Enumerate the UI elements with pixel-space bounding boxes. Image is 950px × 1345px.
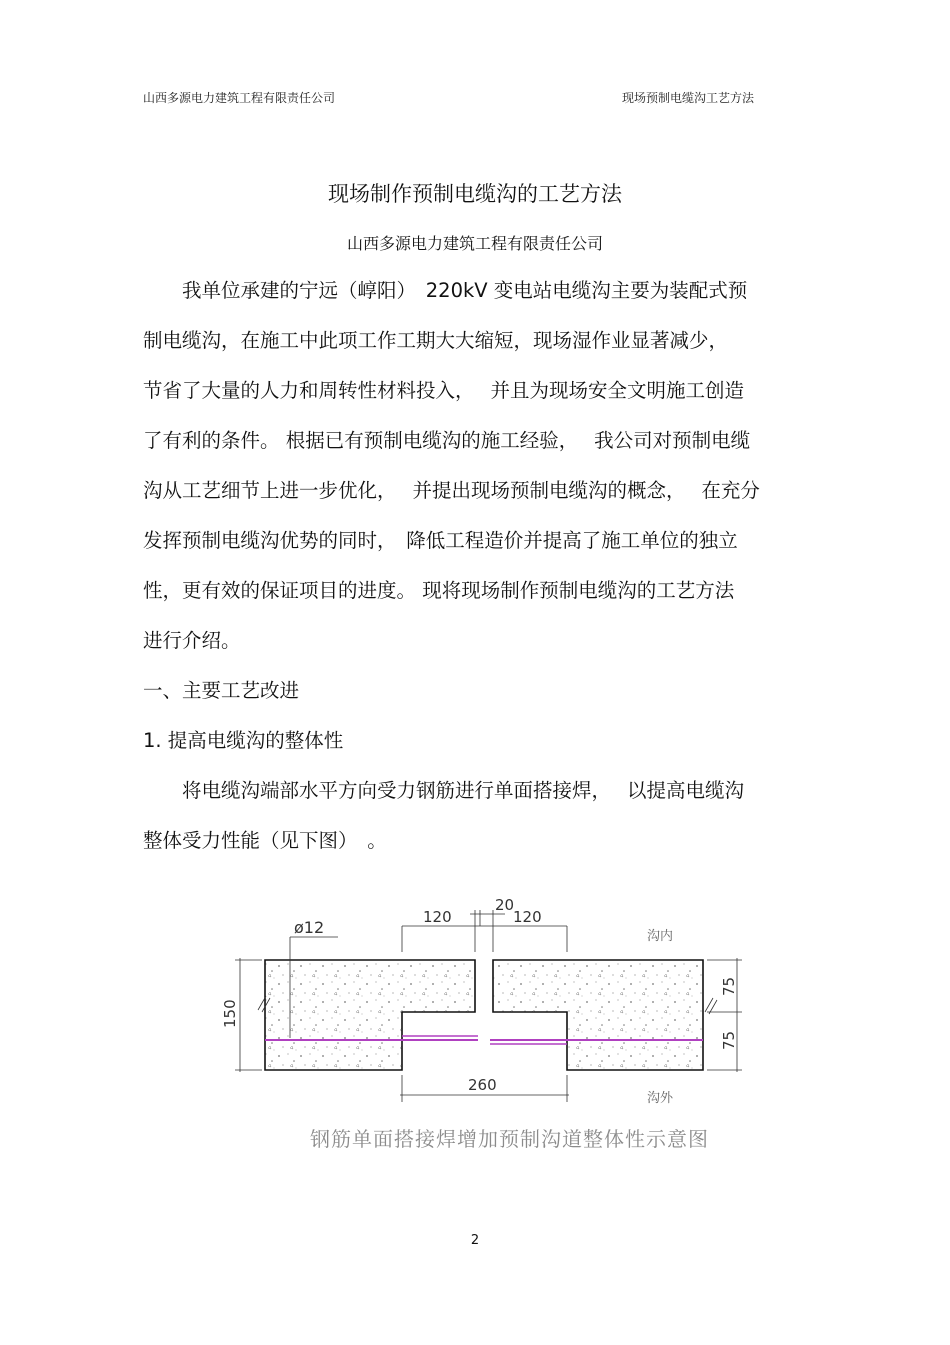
dim-height-150: 150 xyxy=(221,999,239,1028)
figure-caption: 钢筋单面搭接焊增加预制沟道整体性示意图 xyxy=(310,1127,709,1151)
right-panel xyxy=(493,960,703,1070)
text-line: 了有利的条件。 根据已有预制电缆沟的施工经验， 我公司对预制电缆 xyxy=(143,429,751,452)
trench-joint-diagram xyxy=(210,890,770,1180)
text-line: 发挥预制电缆沟优势的同时， 降低工程造价并提高了施工单位的独立 xyxy=(143,529,738,552)
dim-bottom-75: 75 xyxy=(720,1030,738,1050)
text-line: 我单位承建的宁远（崞阳） 220kV 变电站电缆沟主要为装配式预 xyxy=(143,279,748,302)
document-title: 现场制作预制电缆沟的工艺方法 xyxy=(328,182,622,206)
dim-left-120: 120 xyxy=(423,908,452,926)
header-company: 山西多源电力建筑工程有限责任公司 xyxy=(143,91,336,105)
label-inside: 沟内 xyxy=(647,929,674,944)
text-line: 整体受力性能（见下图） 。 xyxy=(143,829,387,852)
dim-right-120: 120 xyxy=(513,908,542,926)
dim-bottom-260: 260 xyxy=(468,1076,497,1094)
text-line: 进行介绍。 xyxy=(143,629,241,652)
page-number: 2 xyxy=(470,1233,480,1248)
intro-paragraph xyxy=(143,266,813,666)
document-subtitle: 山西多源电力建筑工程有限责任公司 xyxy=(346,234,603,253)
text-line: 沟从工艺细节上进一步优化， 并提出现场预制电缆沟的概念， 在充分 xyxy=(143,479,760,502)
text-line: 性，更有效的保证项目的进度。 现将现场制作预制电缆沟的工艺方法 xyxy=(143,579,735,602)
text-line: 将电缆沟端部水平方向受力钢筋进行单面搭接焊， 以提高电缆沟 xyxy=(143,779,744,802)
subsection-heading: 1. 提高电缆沟的整体性 xyxy=(143,729,344,752)
text-line: 节省了大量的人力和周转性材料投入， 并且为现场安全文明施工创造 xyxy=(143,379,744,402)
label-outside: 沟外 xyxy=(647,1091,674,1106)
dim-top-75: 75 xyxy=(720,976,738,996)
header-doc-title: 现场预制电缆沟工艺方法 xyxy=(622,91,755,105)
section-heading: 一、主要工艺改进 xyxy=(143,679,300,702)
left-panel xyxy=(265,960,475,1070)
dim-rebar-label: ø12 xyxy=(294,918,325,937)
text-line: 制电缆沟，在施工中此项工作工期大大缩短，现场湿作业显著减少， xyxy=(143,329,729,352)
dim-gap-20: 20 xyxy=(495,896,515,914)
body-paragraph xyxy=(143,766,813,866)
